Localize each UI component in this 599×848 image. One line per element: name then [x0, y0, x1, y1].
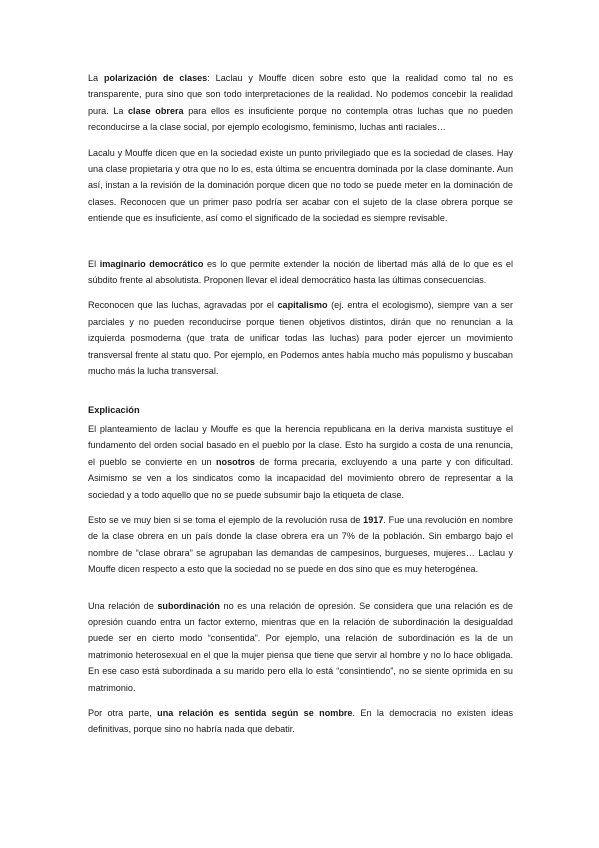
bold-term: polarización de clases: [104, 73, 208, 83]
text-run: Esto se ve muy bien si se toma el ejemplo de la revolución rusa de: [88, 514, 364, 525]
section-subordinacion: [88, 598, 513, 738]
text-run: El: [88, 258, 100, 269]
bold-term: 1917: [363, 514, 384, 525]
paragraph-relacion-sentida: [88, 705, 513, 738]
bold-term: capitalismo: [277, 300, 328, 311]
section-gap: [88, 389, 513, 402]
paragraph-subordinacion: [88, 598, 513, 696]
bold-term: nosotros: [215, 456, 255, 467]
text-run: Una relación de: [88, 600, 158, 611]
section-gap: [88, 587, 513, 598]
text-run: El planteamiento de laclau y Mouffe es que la herencia republicana en la deriva marxista sustituye el fundamento del orden social basado en el pueblo por la clase. Esto ha surgido a costa de una renuncia, el pueblo se convierte en un: [88, 423, 513, 467]
text-run: . Fue una revolución en nombre de la clase obrera en un país donde la clase obrera era un 7% de la población. Sin embargo bajo el nombre de “clase obrara” se agrupaban las demandas de campesinos, burgueses, mujeres… Laclau y Mouffe dicen respecto a esto que la sociedad no se puede en dos sino que es muy heterogénea.: [88, 514, 514, 575]
text-run: (ej. entra el ecologismo), siempre van a ser parciales y no pueden reconducirse porque tienen objetivos distintos, dirán que no renuncian a la izquierda posmoderna (que trata de unificar todas las luchas) para poder ejercer un movimiento transversal frente al statu quo. Por ejemplo, en Podemos antes había mucho más populismo y buscaban mucho más la lucha transversal.: [88, 300, 513, 377]
paragraph-capitalismo: [88, 297, 513, 379]
text-run: La: [88, 73, 104, 83]
text-run: de forma precaria, excluyendo a una parte y con dificultad. Asimismo se ven a los sindicatos como la incapacidad del movimiento obrero de representar a la sociedad y a todo aquello que no se puede subsumir bajo la etiqueta de clase.: [88, 456, 513, 500]
text-run: no es una relación de opresión. Se considera que una relación es de opresión cuando entra un factor externo, mientras que en la relación de subordinación la desigualdad puede ser en cierto modo “consentida”. Por ejemplo, una relación de subordinación es la de un matrimonio heterosexual en el que la mujer piensa que tiene que servir al hombre y no lo hace obligada. En ese caso está subordinada a su marido pero ella lo está “consintiendo”, no se siente oprimida en su matrimonio.: [88, 600, 513, 693]
text-run: es lo que permite extender la noción de libertad más allá de lo que es el súbdito frente al absolutista. Proponen llevar el ideal democrático hasta las últimas consecuencias.: [88, 258, 513, 286]
paragraph-polarizacion: [88, 70, 513, 136]
paragraph-planteamiento: [88, 421, 513, 503]
text-run: : Laclau y Mouffe dicen sobre esto que la realidad como tal no es transparente, pura sino que son todo interpretaciones de la realidad. No podemos concebir la realidad pura. La: [88, 73, 513, 116]
section-gap: [88, 236, 513, 256]
text-run: . En la democracia no existen ideas definitivas, porque sino no habría nada que debatir.: [88, 708, 514, 735]
section-heading-explicacion: Explicación: [88, 404, 140, 415]
bold-term: imaginario democrático: [99, 258, 204, 269]
section-explicacion: [88, 402, 513, 578]
section-imaginario: [88, 256, 513, 380]
paragraph-sociedad-de-clases: [88, 145, 513, 227]
text-run: para ellos es insuficiente porque no contempla otras luchas que no pueden reconducirse a la clase social, por ejemplo ecologismo, feminismo, luchas anti raciales…: [88, 105, 513, 133]
text-run: Reconocen que las luchas, agravadas por el: [88, 300, 278, 311]
text-run: Por otra parte,: [88, 708, 158, 718]
paragraph-revolucion-rusa: [88, 512, 513, 578]
bold-term: clase obrera: [127, 105, 184, 116]
paragraph-imaginario-democratico: [88, 256, 513, 289]
text-run: Lacalu y Mouffe dicen que en la sociedad existe un punto privilegiado que es la sociedad de clases. Hay una clase propietaria y otra que no lo es, esta última se encuentra dominada por la clase dominante. Aun así, instan a la revisión de la dominación porque dicen que no todo se puede meter en la dominación de clases. Reconocen que un primer paso podría ser acabar con el sujeto de la clase obrera porque se entiende que es insuficiente, así como el significado de la sociedad es siempre revisable.: [88, 147, 513, 224]
section-polarizacion: [88, 70, 513, 227]
bold-term: subordinación: [157, 600, 220, 611]
bold-term: una relación es sentida según se nombre: [157, 708, 353, 718]
